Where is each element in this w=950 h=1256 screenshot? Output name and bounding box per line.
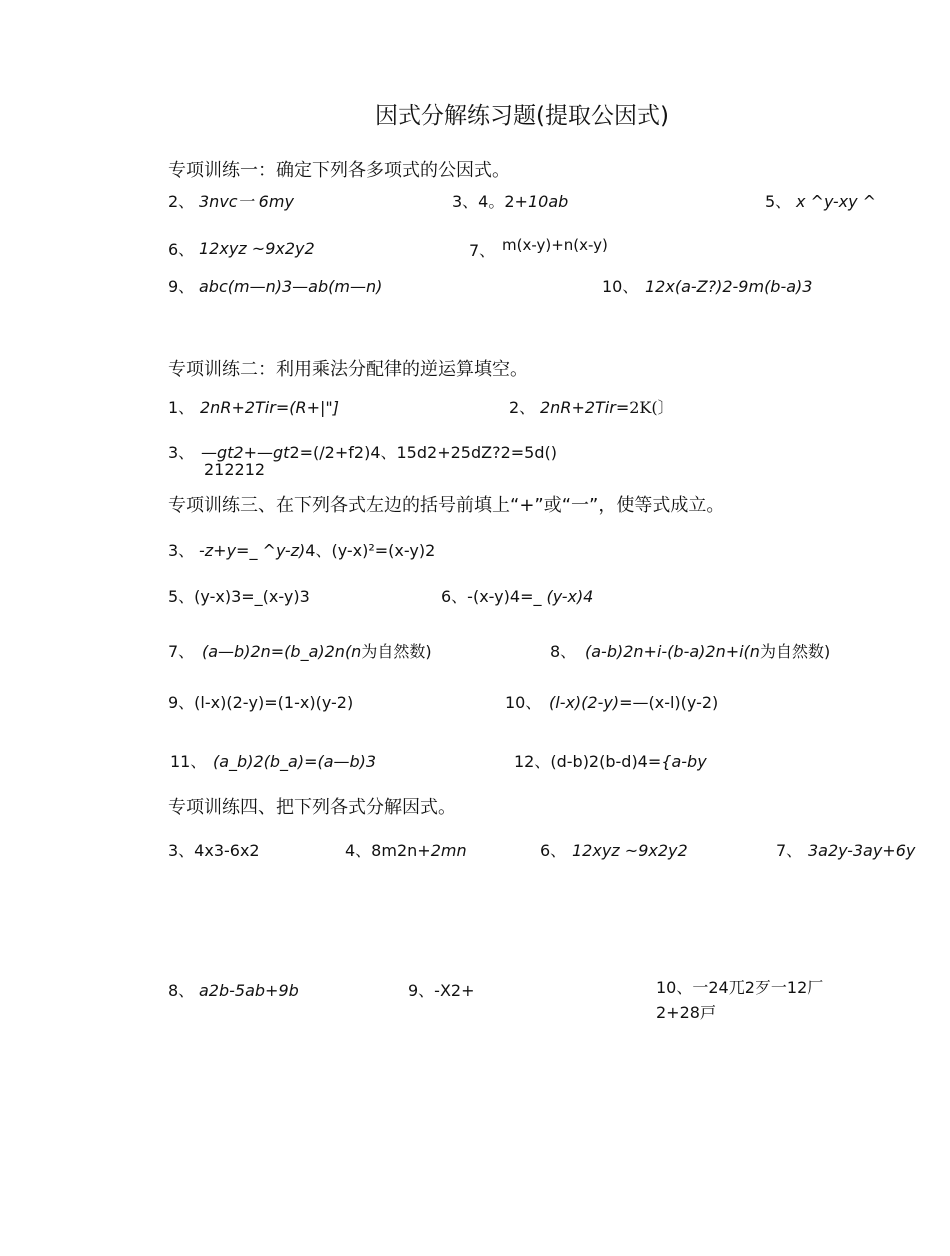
s1-q34-italic: +10ab [514,192,569,211]
s4-q10-line-2: 2+28戸 [656,1003,716,1022]
s3-q6-italic: =_ (y-x)4 [520,587,594,606]
s1-q34-expression [452,192,568,212]
s1-q6-expression: 12xyz ~9x2y2 [199,239,315,258]
s3-q6-text: 6、-(x-y)4 [441,587,521,606]
s3-q12-italic: {a-by [661,752,707,771]
s4-q4-text: 4、8m2n+ [345,841,431,860]
s3-q12-text: 12、(d-b)2(b-d)4= [514,752,662,771]
s3-q8-italic: (a-b)2n+i-(b-a)2n+i(n [585,642,760,661]
s3-q7-italic: (a—b)2n=(b_a)2n(n [202,642,362,661]
s3-q11-number: 11、 [170,752,207,771]
s1-q9-number: 9、 [168,277,195,296]
s4-q9-expression: 9、-X2+ [408,981,475,1000]
s3-q12-expression [514,752,707,772]
s3-q5-expression: 5、(y-x)3=_(x-y)3 [168,587,310,606]
s1-q5-expression: x ^y-xy ^ [796,192,877,211]
s1-q7-number: 7、 [469,241,496,260]
s4-q7-number: 7、 [776,841,803,860]
s3-q10-number: 10、 [505,693,542,712]
s3-q6-expression [441,587,593,607]
s4-q8-number: 8、 [168,981,195,1000]
s2-q2-number: 2、 [509,398,536,417]
s3-q8-tail: 为自然数) [759,642,831,661]
s3-q10-expression [549,693,718,713]
s3-q8-number: 8、 [550,642,577,661]
section-1-heading: 专项训练一：确定下列各多项式的公因式。 [168,160,510,181]
s3-q3-number: 3、 [168,541,195,560]
s2-q2-italic: 2nR+2Tir= [540,398,630,417]
s1-q10-expression: 12x(a-Z?)2-9m(b-a)3 [645,277,813,296]
s2-q1-expression: 2nR+2Tir=(R+|"] [200,398,339,417]
s2-q2-expression [540,398,674,418]
s3-q9-expression: 9、(l-x)(2-y)=(1-x)(y-2) [168,693,354,712]
s1-q7-expression: m(x-y)+n(x-y) [502,236,608,254]
s2-q3-number: 3、 [168,443,195,462]
s1-q2-number: 2、 [168,192,195,211]
s1-q6-number: 6、 [168,240,195,259]
section-3-heading: 专项训练三、在下列各式左边的括号前填上“+”或“一”，使等式成立。 [168,495,725,516]
s4-q10-line-1: 10、一24兀2歹一12厂 [656,978,824,997]
s4-q4-expression [345,841,467,861]
s1-q2-expression: 3nvc一 6my [199,192,294,211]
s4-q3-expression: 3、4x3-6x2 [168,841,260,860]
s2-q1-number: 1、 [168,398,195,417]
section-2-heading: 专项训练二：利用乘法分配律的逆运算填空。 [168,359,528,380]
s3-q7-tail: 为自然数) [361,642,432,661]
page-title: 因式分解练习题(提取公因式) [375,103,669,129]
s2-q3-subscript-row: 212212 [204,460,266,479]
s3-q3-expression [199,541,435,561]
s3-q7-expression [202,642,432,662]
s4-q6-expression: 12xyz ~9x2y2 [572,841,688,860]
s3-q7-number: 7、 [168,642,195,661]
s3-q3-italic: -z+y=_ ^y-z) [199,541,306,560]
s3-q3-tail: 4、(y-x)²=(x-y)2 [305,541,436,560]
s2-q2-tail: 2K(〕 [629,398,674,417]
s4-q4-italic: 2mn [430,841,467,860]
s4-q6-number: 6、 [540,841,567,860]
s3-q10-tail: —(x-l)(y-2) [632,693,719,712]
section-4-heading: 专项训练四、把下列各式分解因式。 [168,797,456,818]
s3-q10-italic: (l-x)(2-y)= [549,693,633,712]
s2-q3-italic: —gt2+—gt [201,443,290,462]
s3-q8-expression [585,642,830,662]
s1-q5-number: 5、 [765,192,792,211]
s4-q8-expression: a2b-5ab+9b [199,981,299,1000]
s2-q3-tail: 2=(/2+f2)4、15d2+25dZ?2=5d() [289,443,557,462]
s1-q9-expression: abc(m—n)3—ab(m—n) [199,277,383,296]
s1-q10-number: 10、 [602,277,639,296]
s4-q7-expression: 3a2y-3ay+6y [808,841,916,860]
s1-q34-text: 3、4。2 [452,192,515,211]
s3-q11-expression: (a_b)2(b_a)=(a—b)3 [213,752,377,771]
